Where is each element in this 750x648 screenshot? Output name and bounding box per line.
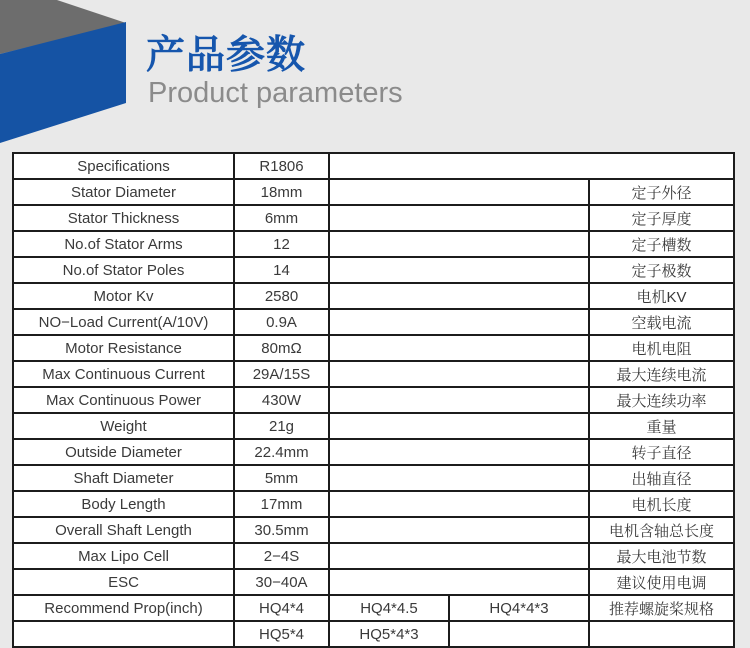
row-value: 2−4S — [234, 543, 329, 569]
prop2-label — [13, 621, 234, 647]
prop2-value-1: HQ5*4 — [234, 621, 329, 647]
table-row — [13, 335, 734, 361]
row-value: 2580 — [234, 283, 329, 309]
row-empty — [329, 179, 589, 205]
table-row-prop — [13, 595, 734, 621]
row-value: 17mm — [234, 491, 329, 517]
row-empty — [329, 257, 589, 283]
row-empty — [329, 491, 589, 517]
row-cn-label: 定子槽数 — [589, 231, 734, 257]
row-label: Stator Diameter — [13, 179, 234, 205]
page-subtitle-en: Product parameters — [148, 77, 403, 109]
row-value: 22.4mm — [234, 439, 329, 465]
row-label: Max Continuous Power — [13, 387, 234, 413]
row-value: 18mm — [234, 179, 329, 205]
prop-value-1: HQ4*4 — [234, 595, 329, 621]
table-row — [13, 517, 734, 543]
row-label: No.of Stator Arms — [13, 231, 234, 257]
row-value: 12 — [234, 231, 329, 257]
row-label: Overall Shaft Length — [13, 517, 234, 543]
row-value: 6mm — [234, 205, 329, 231]
row-cn-label: 定子厚度 — [589, 205, 734, 231]
row-value: 29A/15S — [234, 361, 329, 387]
row-label: Outside Diameter — [13, 439, 234, 465]
row-empty — [329, 335, 589, 361]
row-label: ESC — [13, 569, 234, 595]
row-cn-label: 电机电阻 — [589, 335, 734, 361]
table-row — [13, 309, 734, 335]
prop-value-3: HQ4*4*3 — [449, 595, 589, 621]
spec-label-cell: Specifications — [13, 153, 234, 179]
prop2-value-3 — [449, 621, 589, 647]
row-label: No.of Stator Poles — [13, 257, 234, 283]
table-row — [13, 361, 734, 387]
table-row — [13, 439, 734, 465]
table-row — [13, 569, 734, 595]
row-label: Shaft Diameter — [13, 465, 234, 491]
table-row — [13, 543, 734, 569]
row-label: Max Lipo Cell — [13, 543, 234, 569]
prop-label: Recommend Prop(inch) — [13, 595, 234, 621]
table-row — [13, 283, 734, 309]
table-row-specifications — [13, 153, 734, 179]
row-empty — [329, 205, 589, 231]
table-row — [13, 257, 734, 283]
prop2-value-2: HQ5*4*3 — [329, 621, 449, 647]
row-value: 30.5mm — [234, 517, 329, 543]
row-empty — [329, 231, 589, 257]
row-value: 5mm — [234, 465, 329, 491]
table-row — [13, 387, 734, 413]
row-cn-label: 定子极数 — [589, 257, 734, 283]
row-cn-label: 空载电流 — [589, 309, 734, 335]
row-empty — [329, 517, 589, 543]
table-row — [13, 413, 734, 439]
row-cn-label: 电机KV — [589, 283, 734, 309]
prop-cn-label: 推荐螺旋桨规格 — [589, 595, 734, 621]
row-label: Body Length — [13, 491, 234, 517]
page-title-cn: 产品参数 — [146, 34, 307, 77]
table-row — [13, 491, 734, 517]
row-cn-label: 电机长度 — [589, 491, 734, 517]
row-empty — [329, 283, 589, 309]
row-label: Motor Resistance — [13, 335, 234, 361]
row-label: Max Continuous Current — [13, 361, 234, 387]
row-cn-label: 出轴直径 — [589, 465, 734, 491]
row-empty — [329, 309, 589, 335]
prop2-cn-label — [589, 621, 734, 647]
row-cn-label: 最大连续功率 — [589, 387, 734, 413]
table-row — [13, 205, 734, 231]
table-row — [13, 179, 734, 205]
row-cn-label: 重量 — [589, 413, 734, 439]
row-cn-label: 转子直径 — [589, 439, 734, 465]
row-value: 80mΩ — [234, 335, 329, 361]
prop-value-2: HQ4*4.5 — [329, 595, 449, 621]
row-value: 430W — [234, 387, 329, 413]
row-cn-label: 最大连续电流 — [589, 361, 734, 387]
table-row-prop-2 — [13, 621, 734, 647]
row-cn-label: 建议使用电调 — [589, 569, 734, 595]
row-label: NO−Load Current(A/10V) — [13, 309, 234, 335]
row-value: 30−40A — [234, 569, 329, 595]
row-value: 14 — [234, 257, 329, 283]
row-label: Weight — [13, 413, 234, 439]
row-empty — [329, 387, 589, 413]
spec-value-cell: R1806 — [234, 153, 329, 179]
parameters-table — [12, 152, 735, 648]
row-empty — [329, 465, 589, 491]
row-label: Motor Kv — [13, 283, 234, 309]
table-row — [13, 465, 734, 491]
row-empty — [329, 361, 589, 387]
spec-empty-cell — [329, 153, 734, 179]
row-empty — [329, 439, 589, 465]
row-empty — [329, 413, 589, 439]
row-label: Stator Thickness — [13, 205, 234, 231]
row-cn-label: 定子外径 — [589, 179, 734, 205]
row-empty — [329, 569, 589, 595]
row-empty — [329, 543, 589, 569]
row-value: 21g — [234, 413, 329, 439]
row-value: 0.9A — [234, 309, 329, 335]
row-cn-label: 电机含轴总长度 — [589, 517, 734, 543]
row-cn-label: 最大电池节数 — [589, 543, 734, 569]
table-row — [13, 231, 734, 257]
